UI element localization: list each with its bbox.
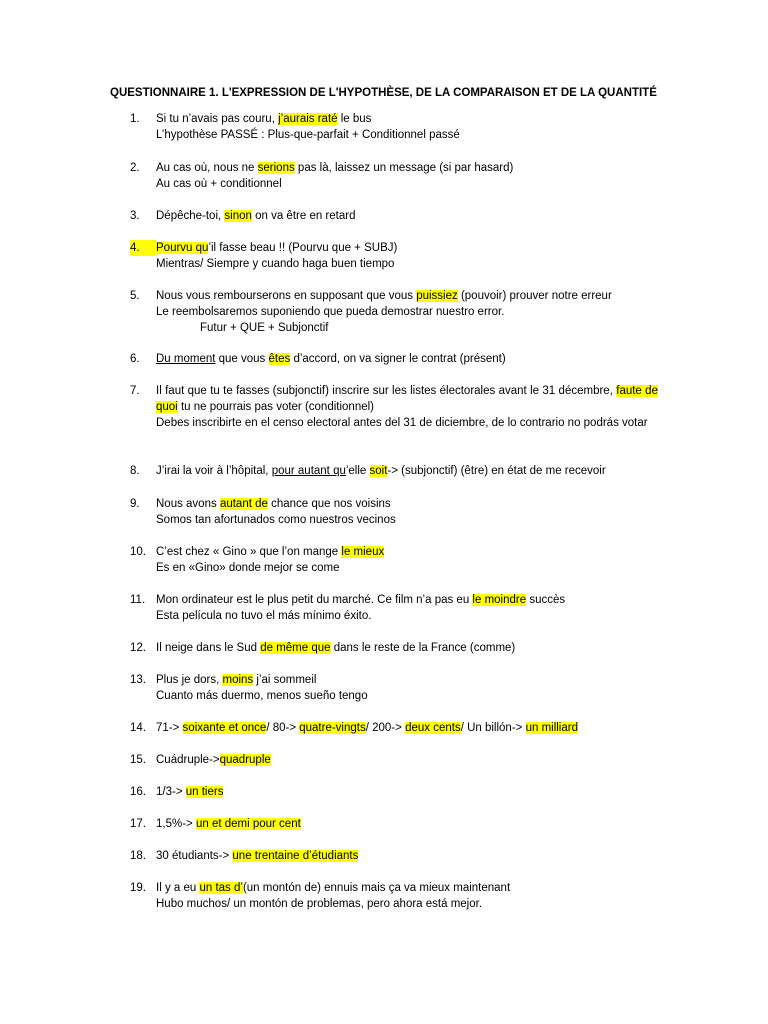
text-run: (un montón de) ennuis mais ça va mieux maintenant xyxy=(242,882,511,894)
highlighted-answer: serions xyxy=(257,162,295,174)
item-text xyxy=(156,383,658,431)
text-line xyxy=(156,560,658,576)
list-item xyxy=(130,640,658,656)
text-run: ’elle xyxy=(345,465,370,477)
item-text xyxy=(156,288,658,336)
list-item xyxy=(130,880,658,912)
text-line xyxy=(156,896,658,912)
list-item xyxy=(130,208,658,224)
text-run: J’irai la voir à l’hôpital, xyxy=(156,465,272,477)
text-run: 30 étudiants-> xyxy=(156,850,233,862)
list-item xyxy=(130,544,658,576)
item-text xyxy=(156,111,658,143)
text-line xyxy=(156,127,658,143)
list-item xyxy=(130,463,658,479)
item-text xyxy=(156,351,658,367)
text-run: j’ai sommeil xyxy=(253,674,317,686)
item-number: 13. xyxy=(130,674,146,686)
underlined-phrase: pour autant qu xyxy=(271,465,346,477)
text-run: Es en «Gino» donde mejor se come xyxy=(156,562,340,574)
text-run: Hubo muchos/ un montón de problemas, pero ahora está mejor. xyxy=(156,898,483,910)
text-line xyxy=(156,848,658,864)
item-number: 14. xyxy=(130,722,146,734)
underlined-phrase: Du moment xyxy=(156,353,216,365)
item-text xyxy=(156,880,658,912)
item-text xyxy=(156,784,658,800)
text-run: Nous vous rembourserons en supposant que vous xyxy=(156,290,417,302)
text-line xyxy=(156,240,658,256)
highlighted-answer: Pourvu qu xyxy=(156,242,209,254)
highlighted-answer: deux cents xyxy=(405,722,461,734)
text-run: Nous avons xyxy=(156,498,220,510)
highlighted-answer: un et demi pour cent xyxy=(195,818,301,830)
text-run: Le reembolsaremos suponiendo que pueda demostrar nuestro error. xyxy=(156,306,505,318)
text-run: Il neige dans le Sud xyxy=(156,642,261,654)
list-item xyxy=(130,672,658,704)
highlighted-answer: soit xyxy=(369,465,388,477)
text-run: tu ne pourrais pas voter (conditionnel) xyxy=(177,401,374,413)
text-line xyxy=(156,672,658,688)
text-line xyxy=(156,640,658,656)
item-text xyxy=(156,672,658,704)
text-line xyxy=(156,351,658,367)
text-run: 1,5%-> xyxy=(156,818,196,830)
item-text xyxy=(156,240,658,272)
item-text xyxy=(156,496,658,528)
text-line xyxy=(156,720,658,736)
item-number: 6. xyxy=(130,353,140,365)
list-item xyxy=(130,784,658,800)
item-number: 18. xyxy=(130,850,146,862)
list-item xyxy=(130,288,658,336)
list-item xyxy=(130,160,658,192)
text-run: Dépêche-toi, xyxy=(156,210,225,222)
item-text xyxy=(156,544,658,576)
item-text xyxy=(156,592,658,624)
text-run: L’hypothèse PASSÉ : Plus-que-parfait + Conditionnel passé xyxy=(156,129,460,141)
text-line xyxy=(156,512,658,528)
list-item xyxy=(130,351,658,367)
text-line xyxy=(156,383,658,415)
text-run: Si tu n’avais pas couru, xyxy=(156,113,279,125)
text-run: dans le reste de la France (comme) xyxy=(330,642,516,654)
list-item xyxy=(130,816,658,832)
item-number: 17. xyxy=(130,818,146,830)
text-run: Cuádruple-> xyxy=(156,754,220,766)
item-number: 12. xyxy=(130,642,146,654)
list-item xyxy=(130,592,658,624)
text-line xyxy=(156,544,658,560)
text-line xyxy=(156,688,658,704)
text-run: C’est chez « Gino » que l’on mange xyxy=(156,546,342,558)
highlighted-answer: le mieux xyxy=(341,546,385,558)
highlighted-answer: faute de quoi xyxy=(156,385,658,413)
highlighted-answer: êtes xyxy=(268,353,291,365)
text-run: Esta película no tuvo el más mínimo éxito. xyxy=(156,610,372,622)
item-text xyxy=(156,640,658,656)
item-number: 16. xyxy=(130,786,146,798)
item-number: 11. xyxy=(130,594,146,606)
item-number: 19. xyxy=(130,882,146,894)
text-run: Somos tan afortunados como nuestros vecinos xyxy=(156,514,396,526)
text-line xyxy=(156,160,658,176)
text-run: -> (subjonctif) (être) en état de me recevoir xyxy=(387,465,606,477)
highlighted-answer: le moindre xyxy=(472,594,527,606)
highlighted-answer: un milliard xyxy=(525,722,578,734)
item-number: 15. xyxy=(130,754,146,766)
highlighted-answer: autant de xyxy=(219,498,268,510)
text-run: 71-> xyxy=(156,722,183,734)
item-text xyxy=(156,463,658,479)
text-run: ’il fasse beau !! (Pourvu que + SUBJ) xyxy=(208,242,398,254)
text-line xyxy=(156,320,658,336)
item-number: 3. xyxy=(130,210,140,222)
text-run: (pouvoir) prouver notre erreur xyxy=(457,290,612,302)
text-run: Il faut que tu te fasses (subjonctif) inscrire sur les listes électorales avant le 31 décembre, xyxy=(156,385,617,397)
text-run: / Un billón-> xyxy=(460,722,526,734)
text-line xyxy=(156,415,658,431)
highlighted-answer: quadruple xyxy=(219,754,271,766)
page-title: QUESTIONNAIRE 1. L'EXPRESSION DE L'HYPOTHÈSE, DE LA COMPARAISON ET DE LA QUANTITÉ xyxy=(110,87,657,99)
text-run: que vous xyxy=(215,353,269,365)
highlighted-answer: un tas d’ xyxy=(199,882,243,894)
text-run: / 200-> xyxy=(365,722,406,734)
text-run: chance que nos voisins xyxy=(267,498,391,510)
text-line xyxy=(156,304,658,320)
list-item xyxy=(130,111,658,143)
text-line xyxy=(156,592,658,608)
text-run: Au cas où, nous ne xyxy=(156,162,258,174)
list-item xyxy=(130,752,658,768)
list-item xyxy=(130,720,658,736)
item-text xyxy=(156,160,658,192)
item-number: 2. xyxy=(130,162,140,174)
list-item xyxy=(130,240,658,272)
item-text xyxy=(156,816,658,832)
text-run: Plus je dors, xyxy=(156,674,223,686)
text-line xyxy=(156,288,658,304)
text-run: Mon ordinateur est le plus petit du marché. Ce film n’a pas eu xyxy=(156,594,473,606)
list-item xyxy=(130,848,658,864)
highlighted-answer: j’aurais raté xyxy=(278,113,338,125)
highlighted-answer: soixante et once xyxy=(182,722,267,734)
text-run: / 80-> xyxy=(266,722,300,734)
text-run: Il y a eu xyxy=(156,882,200,894)
highlighted-answer: un tiers xyxy=(185,786,224,798)
list-item xyxy=(130,383,658,431)
text-run: le bus xyxy=(337,113,372,125)
item-text xyxy=(156,720,658,736)
highlighted-answer: moins xyxy=(222,674,254,686)
text-run: 1/3-> xyxy=(156,786,186,798)
text-line xyxy=(156,752,658,768)
text-run: Debes inscribirte en el censo electoral antes del 31 de diciembre, de lo contrario no podrás votar xyxy=(156,417,648,429)
item-number: 7. xyxy=(130,385,140,397)
highlighted-answer: sinon xyxy=(224,210,252,222)
text-run: succès xyxy=(526,594,566,606)
item-number: 5. xyxy=(130,290,140,302)
text-line xyxy=(156,608,658,624)
text-run: Futur + QUE + Subjonctif xyxy=(200,322,329,334)
text-line xyxy=(156,176,658,192)
text-line xyxy=(156,880,658,896)
highlighted-answer: de même que xyxy=(260,642,331,654)
item-text xyxy=(156,752,658,768)
item-text xyxy=(156,208,658,224)
text-run: pas là, laissez un message (si par hasard) xyxy=(294,162,514,174)
item-number: 10. xyxy=(130,546,146,558)
highlighted-answer: quatre-vingts xyxy=(299,722,366,734)
text-line xyxy=(156,256,658,272)
item-number: 1. xyxy=(130,113,140,125)
text-run: Cuanto más duermo, menos sueño tengo xyxy=(156,690,368,702)
list-item xyxy=(130,496,658,528)
text-line xyxy=(156,784,658,800)
text-line xyxy=(156,496,658,512)
item-text xyxy=(156,848,658,864)
text-line xyxy=(156,111,658,127)
text-line xyxy=(156,463,658,479)
item-number: 8. xyxy=(130,465,140,477)
text-run: Au cas où + conditionnel xyxy=(156,178,282,190)
text-run: on va être en retard xyxy=(251,210,356,222)
text-run: d’accord, on va signer le contrat (présent) xyxy=(290,353,506,365)
item-number: 9. xyxy=(130,498,140,510)
text-line xyxy=(156,208,658,224)
item-number: 4. xyxy=(130,240,156,256)
highlighted-answer: une trentaine d’étudiants xyxy=(232,850,359,862)
text-run: Mientras/ Siempre y cuando haga buen tiempo xyxy=(156,258,395,270)
text-line xyxy=(156,816,658,832)
highlighted-answer: puissiez xyxy=(416,290,458,302)
